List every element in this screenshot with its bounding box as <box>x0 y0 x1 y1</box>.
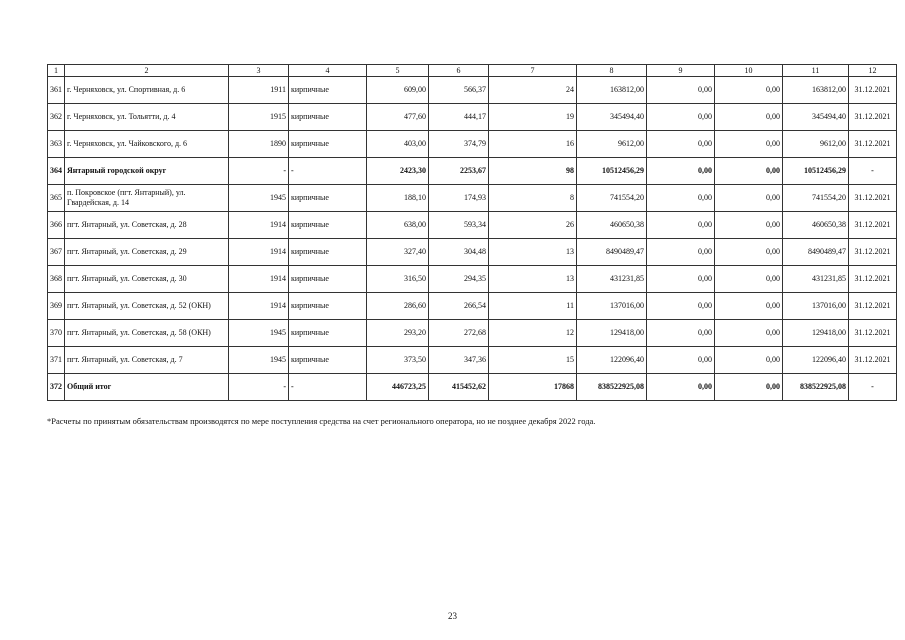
cost-cell: 10512456,29 <box>577 158 647 185</box>
regional-funds-cell: 0,00 <box>715 77 783 104</box>
residents-cell: 12 <box>489 320 577 347</box>
address-cell: г. Черняховск, ул. Тольятти, д. 4 <box>65 104 229 131</box>
total-area-cell: 403,00 <box>367 131 429 158</box>
row-number: 362 <box>48 104 65 131</box>
material-cell: кирпичные <box>289 104 367 131</box>
residents-cell: 8 <box>489 185 577 212</box>
cost-cell: 838522925,08 <box>577 374 647 401</box>
federal-funds-cell: 0,00 <box>647 77 715 104</box>
living-area-cell: 593,34 <box>429 212 489 239</box>
year-cell: 1945 <box>229 347 289 374</box>
year-cell: - <box>229 158 289 185</box>
completion-date-cell: 31.12.2021 <box>849 131 897 158</box>
address-cell: Янтарный городской округ <box>65 158 229 185</box>
living-area-cell: 347,36 <box>429 347 489 374</box>
regional-funds-cell: 0,00 <box>715 374 783 401</box>
table-row <box>48 266 897 293</box>
year-cell: 1945 <box>229 185 289 212</box>
column-number: 4 <box>289 65 367 77</box>
address-cell: пгт. Янтарный, ул. Советская, д. 7 <box>65 347 229 374</box>
living-area-cell: 415452,62 <box>429 374 489 401</box>
column-number: 8 <box>577 65 647 77</box>
column-number: 5 <box>367 65 429 77</box>
row-number: 361 <box>48 77 65 104</box>
residents-cell: 19 <box>489 104 577 131</box>
residents-cell: 26 <box>489 212 577 239</box>
page-number: 23 <box>448 611 457 621</box>
living-area-cell: 444,17 <box>429 104 489 131</box>
regional-funds-cell: 0,00 <box>715 239 783 266</box>
address-cell: пгт. Янтарный, ул. Советская, д. 29 <box>65 239 229 266</box>
table-row <box>48 212 897 239</box>
table-row <box>48 185 897 212</box>
row-number: 365 <box>48 185 65 212</box>
residents-cell: 13 <box>489 239 577 266</box>
material-cell: - <box>289 374 367 401</box>
total-area-cell: 2423,30 <box>367 158 429 185</box>
completion-date-cell: 31.12.2021 <box>849 320 897 347</box>
living-area-cell: 2253,67 <box>429 158 489 185</box>
total-area-cell: 477,60 <box>367 104 429 131</box>
residents-cell: 11 <box>489 293 577 320</box>
address-cell: г. Черняховск, ул. Чайковского, д. 6 <box>65 131 229 158</box>
material-cell: кирпичные <box>289 185 367 212</box>
row-number: 364 <box>48 158 65 185</box>
address-cell: пгт. Янтарный, ул. Советская, д. 52 (ОКН) <box>65 293 229 320</box>
residents-cell: 24 <box>489 77 577 104</box>
completion-date-cell: - <box>849 374 897 401</box>
row-number: 363 <box>48 131 65 158</box>
residents-cell: 17868 <box>489 374 577 401</box>
owner-funds-cell: 137016,00 <box>783 293 849 320</box>
living-area-cell: 272,68 <box>429 320 489 347</box>
column-number-row <box>48 65 897 77</box>
completion-date-cell: 31.12.2021 <box>849 185 897 212</box>
owner-funds-cell: 8490489,47 <box>783 239 849 266</box>
regional-funds-cell: 0,00 <box>715 185 783 212</box>
cost-cell: 9612,00 <box>577 131 647 158</box>
housing-table <box>47 64 897 401</box>
row-number: 371 <box>48 347 65 374</box>
column-number: 2 <box>65 65 229 77</box>
federal-funds-cell: 0,00 <box>647 293 715 320</box>
living-area-cell: 266,54 <box>429 293 489 320</box>
table-row <box>48 77 897 104</box>
owner-funds-cell: 838522925,08 <box>783 374 849 401</box>
regional-funds-cell: 0,00 <box>715 293 783 320</box>
federal-funds-cell: 0,00 <box>647 266 715 293</box>
material-cell: кирпичные <box>289 239 367 266</box>
cost-cell: 122096,40 <box>577 347 647 374</box>
completion-date-cell: - <box>849 158 897 185</box>
year-cell: - <box>229 374 289 401</box>
federal-funds-cell: 0,00 <box>647 374 715 401</box>
completion-date-cell: 31.12.2021 <box>849 212 897 239</box>
table-body <box>48 65 897 401</box>
living-area-cell: 566,37 <box>429 77 489 104</box>
residents-cell: 15 <box>489 347 577 374</box>
row-number: 368 <box>48 266 65 293</box>
living-area-cell: 294,35 <box>429 266 489 293</box>
year-cell: 1914 <box>229 293 289 320</box>
regional-funds-cell: 0,00 <box>715 131 783 158</box>
cost-cell: 163812,00 <box>577 77 647 104</box>
completion-date-cell: 31.12.2021 <box>849 77 897 104</box>
row-number: 369 <box>48 293 65 320</box>
residents-cell: 98 <box>489 158 577 185</box>
row-number: 367 <box>48 239 65 266</box>
column-number: 1 <box>48 65 65 77</box>
total-area-cell: 638,00 <box>367 212 429 239</box>
cost-cell: 129418,00 <box>577 320 647 347</box>
federal-funds-cell: 0,00 <box>647 212 715 239</box>
column-number: 7 <box>489 65 577 77</box>
cost-cell: 345494,40 <box>577 104 647 131</box>
column-number: 3 <box>229 65 289 77</box>
material-cell: кирпичные <box>289 266 367 293</box>
completion-date-cell: 31.12.2021 <box>849 104 897 131</box>
material-cell: кирпичные <box>289 131 367 158</box>
owner-funds-cell: 345494,40 <box>783 104 849 131</box>
row-number: 372 <box>48 374 65 401</box>
address-cell: пгт. Янтарный, ул. Советская, д. 28 <box>65 212 229 239</box>
column-number: 10 <box>715 65 783 77</box>
residents-cell: 13 <box>489 266 577 293</box>
regional-funds-cell: 0,00 <box>715 158 783 185</box>
year-cell: 1915 <box>229 104 289 131</box>
owner-funds-cell: 741554,20 <box>783 185 849 212</box>
address-cell: Общий итог <box>65 374 229 401</box>
column-number: 9 <box>647 65 715 77</box>
completion-date-cell: 31.12.2021 <box>849 239 897 266</box>
federal-funds-cell: 0,00 <box>647 320 715 347</box>
living-area-cell: 374,79 <box>429 131 489 158</box>
table-row <box>48 131 897 158</box>
address-cell: пгт. Янтарный, ул. Советская, д. 58 (ОКН) <box>65 320 229 347</box>
table-row <box>48 239 897 266</box>
total-area-cell: 609,00 <box>367 77 429 104</box>
column-number: 12 <box>849 65 897 77</box>
residents-cell: 16 <box>489 131 577 158</box>
total-area-cell: 373,50 <box>367 347 429 374</box>
regional-funds-cell: 0,00 <box>715 104 783 131</box>
federal-funds-cell: 0,00 <box>647 347 715 374</box>
table-row <box>48 158 897 185</box>
owner-funds-cell: 460650,38 <box>783 212 849 239</box>
total-area-cell: 286,60 <box>367 293 429 320</box>
regional-funds-cell: 0,00 <box>715 266 783 293</box>
completion-date-cell: 31.12.2021 <box>849 347 897 374</box>
material-cell: - <box>289 158 367 185</box>
material-cell: кирпичные <box>289 347 367 374</box>
federal-funds-cell: 0,00 <box>647 131 715 158</box>
year-cell: 1945 <box>229 320 289 347</box>
total-area-cell: 327,40 <box>367 239 429 266</box>
year-cell: 1911 <box>229 77 289 104</box>
federal-funds-cell: 0,00 <box>647 185 715 212</box>
material-cell: кирпичные <box>289 293 367 320</box>
completion-date-cell: 31.12.2021 <box>849 293 897 320</box>
owner-funds-cell: 10512456,29 <box>783 158 849 185</box>
cost-cell: 460650,38 <box>577 212 647 239</box>
owner-funds-cell: 9612,00 <box>783 131 849 158</box>
material-cell: кирпичные <box>289 212 367 239</box>
material-cell: кирпичные <box>289 320 367 347</box>
cost-cell: 8490489,47 <box>577 239 647 266</box>
total-area-cell: 293,20 <box>367 320 429 347</box>
column-number: 11 <box>783 65 849 77</box>
owner-funds-cell: 431231,85 <box>783 266 849 293</box>
regional-funds-cell: 0,00 <box>715 320 783 347</box>
federal-funds-cell: 0,00 <box>647 104 715 131</box>
regional-funds-cell: 0,00 <box>715 212 783 239</box>
footnote: *Расчеты по принятым обязательствам производятся по мере поступления средства на счет регионального оператора, но не позднее декабря 2022 года. <box>47 416 596 426</box>
owner-funds-cell: 122096,40 <box>783 347 849 374</box>
material-cell: кирпичные <box>289 77 367 104</box>
address-cell: пгт. Янтарный, ул. Советская, д. 30 <box>65 266 229 293</box>
year-cell: 1914 <box>229 239 289 266</box>
completion-date-cell: 31.12.2021 <box>849 266 897 293</box>
cost-cell: 741554,20 <box>577 185 647 212</box>
row-number: 366 <box>48 212 65 239</box>
table-row <box>48 320 897 347</box>
cost-cell: 137016,00 <box>577 293 647 320</box>
table-row <box>48 293 897 320</box>
column-number: 6 <box>429 65 489 77</box>
cost-cell: 431231,85 <box>577 266 647 293</box>
table-row <box>48 374 897 401</box>
year-cell: 1890 <box>229 131 289 158</box>
row-number: 370 <box>48 320 65 347</box>
year-cell: 1914 <box>229 266 289 293</box>
year-cell: 1914 <box>229 212 289 239</box>
address-cell: г. Черняховск, ул. Спортивная, д. 6 <box>65 77 229 104</box>
owner-funds-cell: 163812,00 <box>783 77 849 104</box>
federal-funds-cell: 0,00 <box>647 239 715 266</box>
total-area-cell: 316,50 <box>367 266 429 293</box>
federal-funds-cell: 0,00 <box>647 158 715 185</box>
table-row <box>48 347 897 374</box>
owner-funds-cell: 129418,00 <box>783 320 849 347</box>
living-area-cell: 174,93 <box>429 185 489 212</box>
total-area-cell: 446723,25 <box>367 374 429 401</box>
total-area-cell: 188,10 <box>367 185 429 212</box>
living-area-cell: 304,48 <box>429 239 489 266</box>
regional-funds-cell: 0,00 <box>715 347 783 374</box>
address-cell: п. Покровское (пгт. Янтарный), ул. Гвардейская, д. 14 <box>65 185 229 212</box>
table-row <box>48 104 897 131</box>
